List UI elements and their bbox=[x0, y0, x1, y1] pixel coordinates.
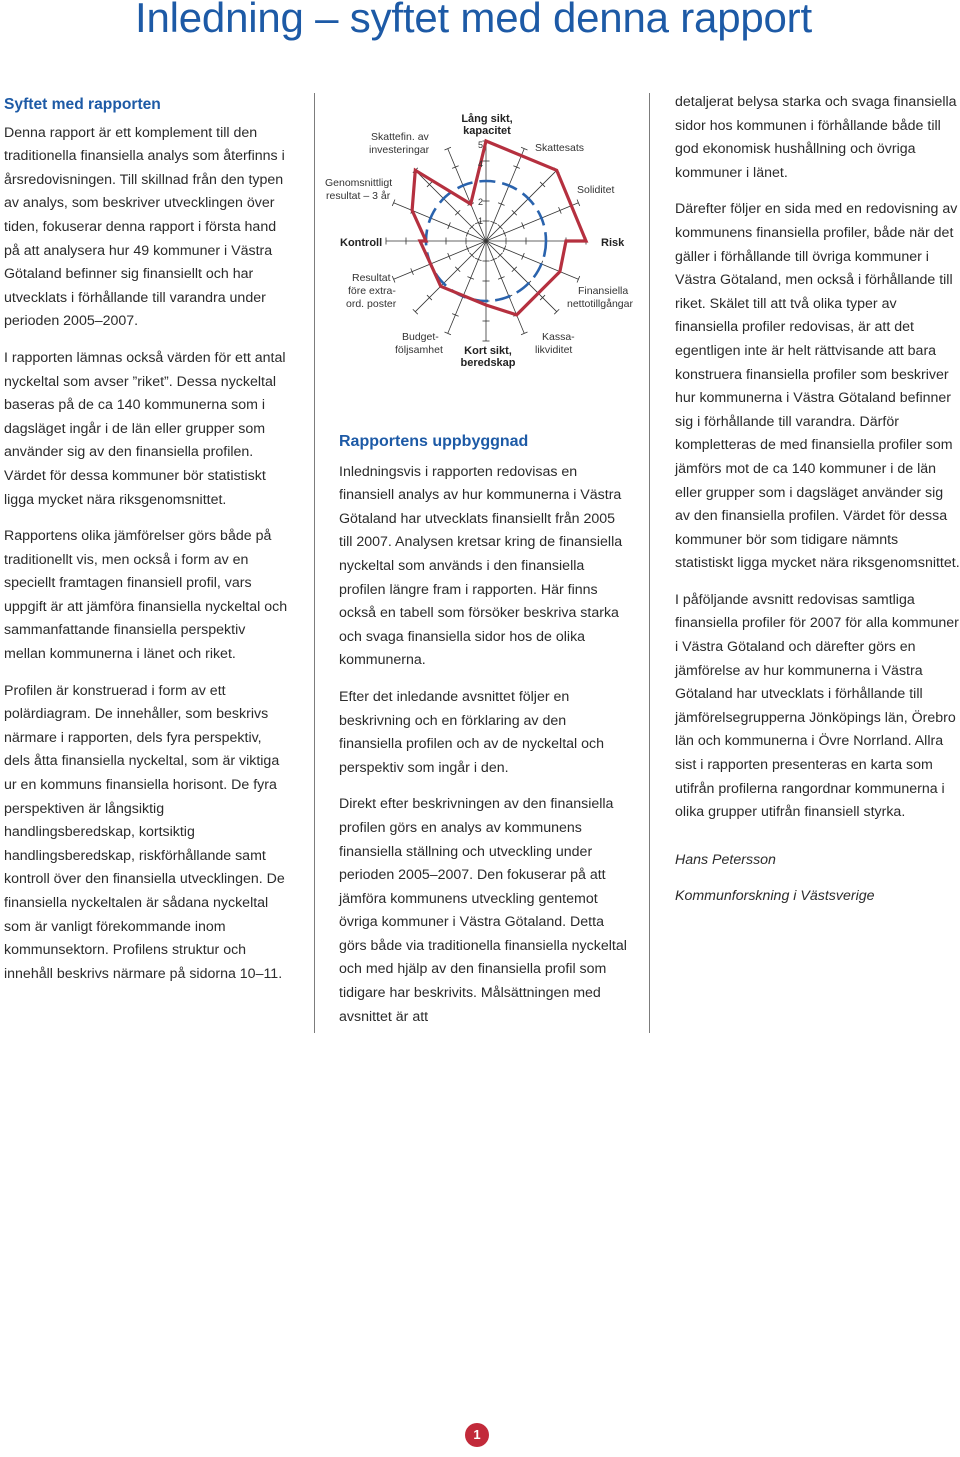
axis-label-finansiella-2: nettotillgångar bbox=[567, 298, 633, 310]
paragraph: I påföljande avsnitt redovisas samtliga finansiella profiler för 2007 för alla kommuner i Västra Götaland och därefter görs en jämförelse av hur kommunerna i Västra Götaland har utvecklats i förhållande till jämförelsegrupperna Jönköpings län, Örebro län och kommunerna i Övre Norrland. Allra sist i rapporten presenteras en karta som utifrån profilerna rangordnar kommunerna i olika grupper utifrån finansiell styrka. bbox=[675, 591, 959, 821]
tick-label-2: 2 bbox=[478, 197, 484, 207]
column-divider bbox=[649, 93, 650, 1033]
axis-label-resultat-2: före extra- bbox=[348, 285, 396, 297]
axis-label-finansiella-1: Finansiella bbox=[578, 285, 629, 297]
section-heading-uppbyggnad: Rapportens uppbyggnad bbox=[339, 433, 529, 450]
column-left bbox=[4, 93, 290, 999]
axis-label-kassa-1: Kassa- bbox=[542, 331, 575, 343]
axis-label-kassa-2: likviditet bbox=[535, 344, 573, 356]
axis-label-resultat-1: Resultat bbox=[352, 272, 391, 284]
paragraph: Rapportens olika jämförelser görs både på traditionellt vis, men också i form av en speciellt framtagen finansiell profil, vars uppgift är att jämföra finansiella nyckeltal och sammanfattande finansiella perspektiv mellan kommunerna i länet och riket. bbox=[4, 528, 288, 663]
column-right bbox=[675, 91, 960, 922]
paragraph: Direkt efter beskrivningen av den finansiella profilen görs en analys av kommunens finansiella ställning och utveckling under perioden 2005–2007. Den fokuserar på att jämföra kommunens utveckling gentemot övriga kommuner i Västra Götaland. Detta görs både via traditionella finansiella nyckeltal och med hjälp av den finansiella profil som tidigare har beskrivits. Målsättningen med avsnittet är att bbox=[339, 796, 627, 1025]
page-title: Inledning – syftet med denna rapport bbox=[135, 0, 812, 41]
tick-label-5: 5 bbox=[478, 140, 484, 150]
column-middle bbox=[339, 430, 629, 1042]
paragraph: Efter det inledande avsnittet följer en beskrivning och en förklaring av den finansiella profilen och av de nyckeltal och perspektiv som ingår i den. bbox=[339, 688, 604, 776]
axis-label-genomsnittligt-2: resultat – 3 år bbox=[326, 190, 391, 202]
perspective-label-long-term: Lång sikt, kapacitet bbox=[461, 113, 513, 137]
paragraph: Inledningsvis i rapporten redovisas en finansiell analys av hur kommunerna i Västra Götaland har utvecklats finansiellt från 2005 till 2007. Analysen kretsar kring de finansiella nyckeltal som används i den finansiella profilen längre fram i rapporten. Här finns också en tabell som försöker beskriva starka och svaga finansiella sidor hos de olika kommunerna. bbox=[339, 463, 623, 669]
axis-label-budget-2: följsamhet bbox=[395, 344, 443, 356]
axis-label-skattefin-1: Skattefin. av bbox=[371, 131, 429, 143]
axis-label-budget-1: Budget- bbox=[402, 331, 439, 343]
radar-spoke bbox=[486, 170, 557, 241]
financial-profile-radar-chart bbox=[318, 100, 648, 400]
paragraph: I rapporten lämnas också värden för ett antal nyckeltal som avser ”riket”. Dessa nyckeltal baseras på de ca 140 kommunerna som i dagsläget ingår i de län eller grupper som använder sig av den finansiella profilen. Värdet för dessa kommuner bör statistiskt ligga mycket nära riksgenomsnittet. bbox=[4, 349, 286, 508]
axis-label-skattesats: Skattesats bbox=[535, 142, 585, 154]
perspective-label-control: Kontroll bbox=[340, 237, 383, 249]
perspective-label-short-term: Kort sikt, beredskap bbox=[460, 345, 516, 369]
axis-label-soliditet: Soliditet bbox=[577, 184, 615, 196]
signature-organization: Kommunforskning i Västsverige bbox=[675, 888, 875, 905]
tick-label-4: 4 bbox=[478, 159, 484, 169]
paragraph: Därefter följer en sida med en redovisning av kommunens finansiella profiler, både när det gäller i förhållande till övriga kommuner i Västra Götaland, men också i förhållande till riket. Skälet till att två olika typer av finansiella profiler redovisas, är att det egentligen inte är helt rättvisande att bara konstruera finansiella profiler som beskriver hur kommunerna i Västra Götaland befinner sig i förhållande till varandra. Därför kompletteras de med finansiella profiler som jämförs mot de ca 140 kommuner i de län eller grupper som i dagsläget använder sig av den finansiella profilen. Värdet för dessa kommuner bör som tidigare nämnts statistiskt ligga mycket nära riksgenomsnittet. bbox=[675, 201, 960, 572]
paragraph: detaljerat belysa starka och svaga finansiella sidor hos kommunen i förhållande både till god ekonomisk hushållning och övriga kommuner i länet. bbox=[675, 94, 957, 181]
paragraph: Denna rapport är ett komplement till den traditionella finansiella analys som återfinns i årsredovisningen. Till skillnad från den typen av analys, som beskriver utvecklingen över tiden, fokuserar denna rapport i första hand på att analysera hur 49 kommuner i Västra Götaland befinner sig finansiellt och har utvecklats i förhållande till varandra under perioden 2005–2007. bbox=[4, 124, 285, 330]
perspective-label-risk: Risk bbox=[601, 237, 625, 249]
axis-label-genomsnittligt-1: Genomsnittligt bbox=[325, 177, 393, 189]
section-heading-syfte: Syftet med rapporten bbox=[4, 96, 161, 113]
tick-label-1: 1 bbox=[478, 216, 484, 226]
page-number: 1 bbox=[465, 1423, 489, 1447]
paragraph: Profilen är konstruerad i form av ett polärdiagram. De innehåller, som beskrivs närmare i rapporten, dels fyra perspektiv, dels åtta finansiella nyckeltal, som är viktiga ur en kommuns finansiella horisont. De fyra perspektiven är långsiktig handlingsberedskap, kortsiktig handlingsberedskap, riskförhållande samt kontroll över den finansiella utvecklingen. De finansiella nyckeltalen är sådana nyckeltal som är vanligt förekommande inom kommunsektorn. Profilens struktur och innehåll beskrivs närmare på sidorna 10–11. bbox=[4, 682, 285, 982]
axis-label-resultat-3: ord. poster bbox=[346, 298, 397, 310]
signature-name: Hans Petersson bbox=[675, 851, 776, 868]
column-divider bbox=[314, 93, 315, 1033]
axis-label-skattefin-2: investeringar bbox=[369, 144, 430, 156]
